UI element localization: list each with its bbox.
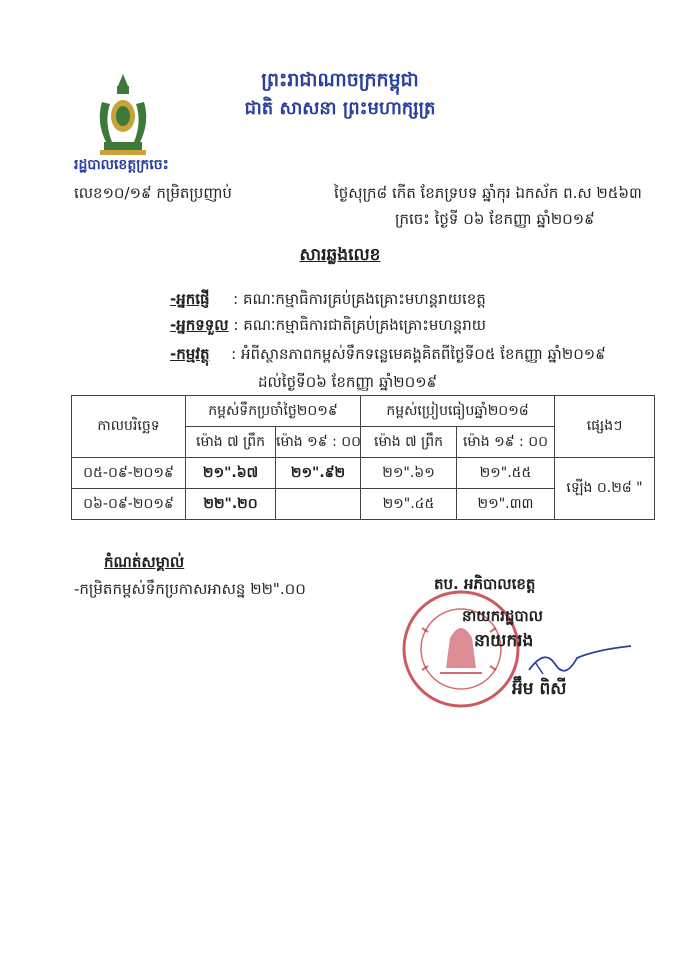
- kingdom-motto: ជាតិ សាសនា ព្រះមហាក្សត្រ: [244, 98, 436, 119]
- handwritten-signature-icon: [525, 640, 635, 680]
- signature-line-2: នាយករដ្ឋបាល: [462, 607, 543, 625]
- subject-continuation: ដល់ថ្ងៃទី០៦ ខែកញ្ញា ឆ្នាំ២០១៩: [258, 373, 438, 391]
- note-text: -កម្រិតកម្ពស់ទឹកប្រកាសអាសន្ន ២២".០០: [74, 580, 306, 598]
- sender-row: [170, 290, 486, 312]
- document-title: សារឆ្លងលេខ: [299, 245, 381, 265]
- cell-2018-pm: ២១".៥៥: [457, 458, 555, 489]
- signature-line-1: តប. អភិបាលខេត្ត: [434, 575, 536, 593]
- reference-number: លេខ១០/១៩ កម្រិតប្រញាប់: [74, 184, 232, 202]
- signature-line-3: នាយករង: [474, 631, 534, 651]
- cell-date: ០៦-០៩-២០១៩: [72, 489, 186, 520]
- royal-emblem-icon: [92, 72, 154, 156]
- kingdom-title: ព្រះរាជាណាចក្រកម្ពុជា: [261, 69, 419, 91]
- lunar-date: ថ្ងៃសុក្រ៨ កើត ខែភទ្របទ ឆ្នាំកុរ ឯកស័ក ព.ស ២៥៦៣: [334, 184, 642, 202]
- cell-2018-am: ២១".៦១: [361, 458, 457, 489]
- signatory-name: អ៊ឹម ពិសី: [512, 679, 567, 699]
- sender-value: : គណៈកម្មាធិការគ្រប់គ្រងគ្រោះមហន្តរាយខេត្ត: [233, 290, 486, 308]
- cell-2019-am: ២២".២០: [186, 489, 276, 520]
- header-other: ផ្សេងៗ: [555, 396, 655, 458]
- cell-date: ០៥-០៩-២០១៩: [72, 458, 186, 489]
- subheader-am-2018: ម៉ោង ៧ ព្រឹក: [361, 427, 457, 458]
- cell-2018-am: ២១".៤៥: [361, 489, 457, 520]
- header-level-2018: កម្ពស់ប្រៀបធៀបឆ្នាំ២០១៨: [361, 396, 555, 427]
- header-date: កាលបរិច្ឆេទ: [72, 396, 186, 458]
- subject-row: [170, 345, 606, 367]
- subject-label: -កម្មវត្ថុ: [170, 345, 210, 363]
- cell-2018-pm: ២១".៣៣: [457, 489, 555, 520]
- subheader-am-2019: ម៉ោង ៧ ព្រឹក: [186, 427, 276, 458]
- header-level-2019: កម្ពស់ទឹកប្រចាំថ្ងៃ២០១៩: [186, 396, 361, 427]
- receiver-label: -អ្នកទទួល: [170, 316, 229, 334]
- water-level-table: [71, 395, 655, 520]
- cell-other: ឡើង ០.២៨ ": [555, 458, 655, 520]
- note-title: កំណត់សម្គាល់: [104, 553, 185, 571]
- cell-2019-pm: [276, 489, 361, 520]
- provincial-administration-name: រដ្ឋបាលខេត្តក្រចេះ: [74, 157, 169, 173]
- receiver-row: [170, 316, 486, 338]
- receiver-value: : គណៈកម្មាធិការជាតិគ្រប់គ្រងគ្រោះមហន្តរាយ: [233, 316, 487, 334]
- subject-value: : អំពីស្ថានភាពកម្ពស់ទឹកទន្លេមេគង្គគិតពីថ្ងៃទី០៥ ខែកញ្ញា ឆ្នាំ២០១៩: [231, 345, 606, 363]
- solar-date: ក្រចេះ ថ្ងៃទី ០៦ ខែកញ្ញា ឆ្នាំ២០១៩: [395, 210, 595, 228]
- sender-label: -អ្នកផ្ញើ: [170, 290, 210, 308]
- table-row: [72, 458, 655, 489]
- cell-2019-am: ២១".៦៧: [186, 458, 276, 489]
- cell-2019-pm: ២១".៩២: [276, 458, 361, 489]
- subheader-pm-2018: ម៉ោង ១៩ : ០០: [457, 427, 555, 458]
- subheader-pm-2019: ម៉ោង ១៩ : ០០: [276, 427, 361, 458]
